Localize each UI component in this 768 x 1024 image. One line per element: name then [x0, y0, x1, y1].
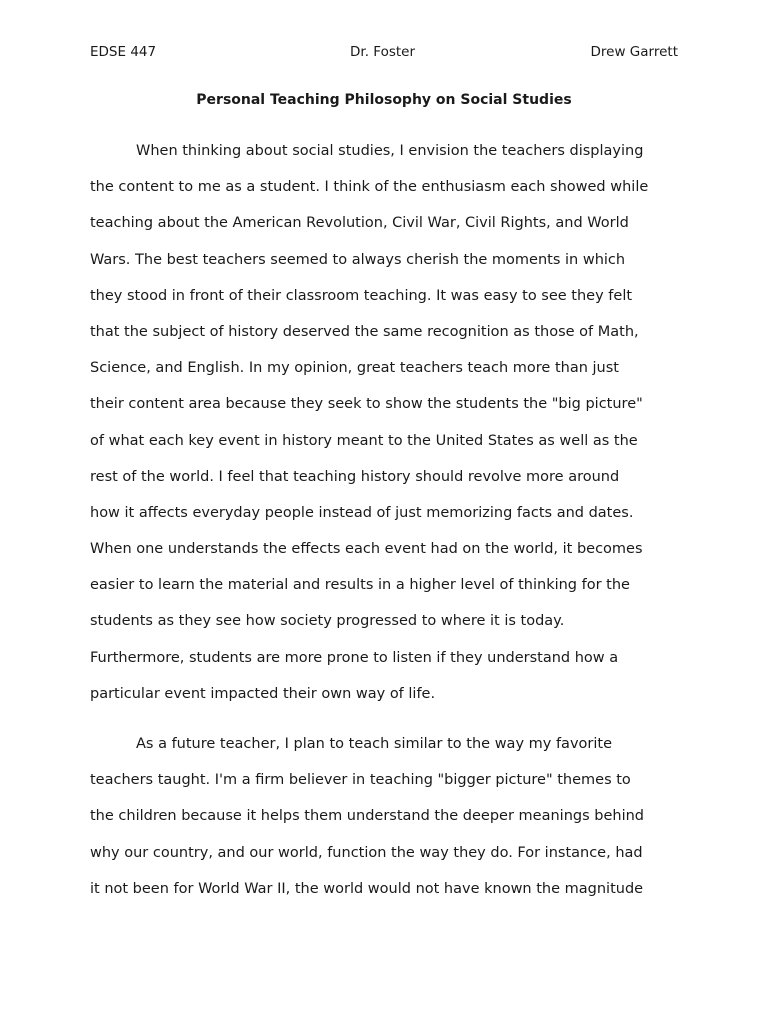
text-line: they stood in front of their classroom teaching. It was easy to see they felt [90, 287, 633, 304]
text-line: Wars. The best teachers seemed to always cherish the moments in which [90, 251, 626, 268]
text-line: easier to learn the material and results in a higher level of thinking for the [90, 577, 630, 594]
text-line: it not been for World War II, the world would not have known the magnitude [90, 880, 644, 897]
text-line: their content area because they seek to show the students the "big picture" [90, 396, 643, 413]
header-course: EDSE 447 [90, 44, 157, 60]
text-line: that the subject of history deserved the same recognition as those of Math, [90, 323, 639, 340]
header-author: Drew Garrett [590, 44, 678, 60]
text-line: When one understands the effects each event had on the world, it becomes [90, 541, 643, 558]
text-line: students as they see how society progressed to where it is today. [90, 613, 565, 630]
text-line: the content to me as a student. I think of the enthusiasm each showed while [90, 179, 649, 196]
text-line: why our country, and our world, function the way they do. For instance, had [90, 844, 643, 861]
text-line: Furthermore, students are more prone to listen if they understand how a [90, 649, 619, 666]
text-line: particular event impacted their own way of life. [90, 685, 436, 702]
paragraph-gap [90, 719, 690, 733]
text-line: how it affects everyday people instead of just memorizing facts and dates. [90, 504, 634, 521]
text-line: the children because it helps them understand the deeper meanings behind [90, 808, 644, 825]
text-line: of what each key event in history meant to the United States as well as the [90, 432, 638, 449]
text-line: Science, and English. In my opinion, great teachers teach more than just [90, 360, 619, 377]
text-line: teachers taught. I'm a firm believer in teaching "bigger picture" themes to [90, 772, 631, 789]
document-body [90, 140, 690, 914]
text-line: teaching about the American Revolution, Civil War, Civil Rights, and World [90, 215, 629, 232]
document-title: Personal Teaching Philosophy on Social Studies [196, 92, 572, 108]
header-instructor: Dr. Foster [350, 44, 416, 60]
text-line: As a future teacher, I plan to teach similar to the way my favorite [136, 736, 612, 752]
text-line: rest of the world. I feel that teaching history should revolve more around [90, 468, 620, 485]
page-header [90, 44, 678, 64]
paragraph-1 [90, 140, 690, 719]
paragraph-2 [90, 733, 690, 914]
text-line: When thinking about social studies, I envision the teachers displaying [136, 143, 644, 159]
